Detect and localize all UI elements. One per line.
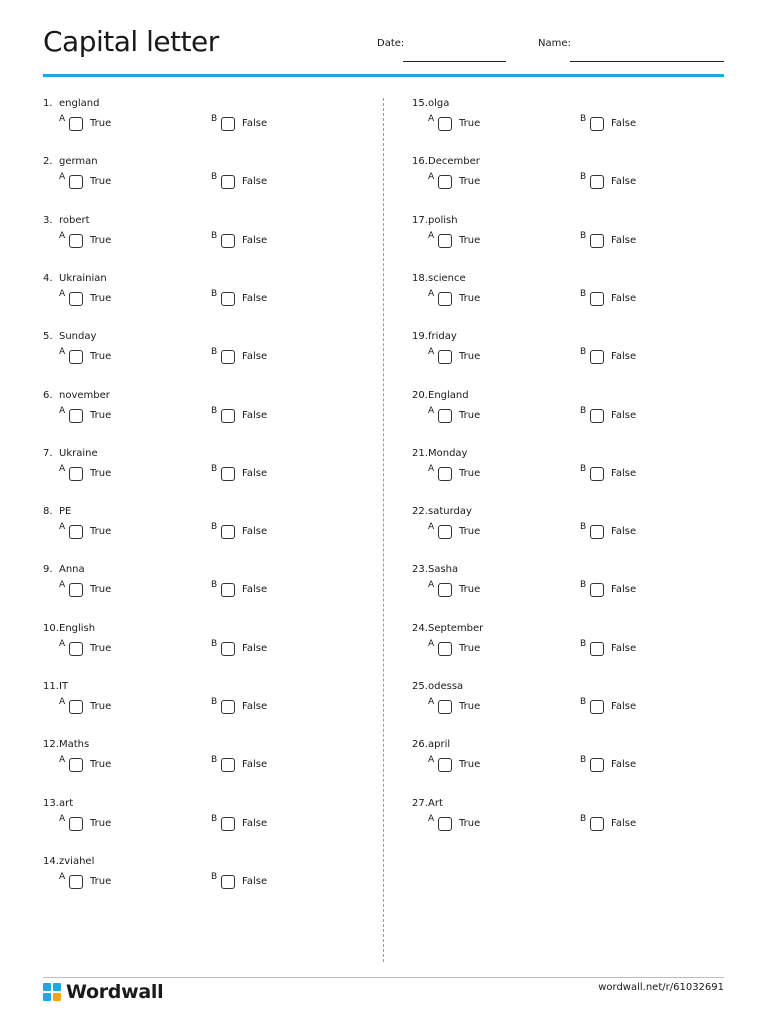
question-number: 17. [412, 214, 428, 226]
option-label: True [459, 409, 481, 421]
checkbox[interactable] [69, 409, 83, 423]
question-text: English [59, 622, 96, 634]
question-number: 15. [412, 98, 428, 109]
option-letter: B [211, 405, 218, 416]
checkbox[interactable] [438, 642, 452, 656]
question-text: odessa [428, 681, 464, 692]
option-letter: A [428, 813, 435, 824]
question-item [43, 739, 373, 789]
option-letter: B [580, 405, 587, 416]
question-text: England [428, 389, 469, 401]
question-text: england [59, 98, 100, 109]
option-letter: A [59, 347, 66, 358]
question-number: 19. [412, 331, 428, 343]
option-letter: A [59, 172, 66, 183]
checkbox[interactable] [221, 700, 235, 714]
option-label: False [242, 351, 268, 363]
option-letter: B [211, 813, 218, 824]
option-label: False [242, 701, 268, 712]
checkbox[interactable] [69, 234, 83, 248]
logo-square-2 [53, 983, 61, 991]
checkbox[interactable] [69, 642, 83, 656]
option-label: False [242, 759, 268, 771]
option-letter: B [580, 755, 587, 766]
logo-text: Wordwall [66, 981, 164, 1003]
option-label: True [459, 467, 481, 479]
question-number: 16. [412, 156, 428, 168]
question-text: IT [59, 681, 69, 692]
option-label: False [611, 351, 637, 363]
question-number: 9. [43, 564, 53, 576]
option-letter: B [211, 114, 218, 124]
option-letter: B [211, 522, 218, 533]
question-text: saturday [428, 506, 472, 518]
question-text: art [59, 797, 74, 809]
option-letter: A [59, 230, 66, 241]
option-label: True [90, 526, 112, 538]
question-item [43, 798, 373, 848]
question-item [412, 564, 742, 614]
option-label: True [459, 351, 481, 363]
question-item [43, 681, 373, 731]
checkbox[interactable] [590, 409, 604, 423]
option-letter: A [59, 755, 66, 766]
question-item [43, 564, 373, 614]
question-text: Art [428, 797, 443, 809]
logo-square-3 [43, 993, 51, 1001]
question-text: german [59, 156, 98, 168]
option-letter: A [428, 755, 435, 766]
logo-square-4 [53, 993, 61, 1001]
checkbox[interactable] [221, 409, 235, 423]
checkbox[interactable] [438, 758, 452, 772]
question-number: 8. [43, 506, 53, 518]
question-item [43, 273, 373, 323]
option-letter: A [59, 697, 66, 707]
option-letter: B [580, 580, 587, 591]
option-letter: B [580, 638, 587, 649]
option-label: True [459, 759, 481, 771]
question-number: 2. [43, 156, 53, 168]
option-label: False [242, 526, 268, 538]
question-number: 5. [43, 331, 53, 343]
checkbox[interactable] [221, 817, 235, 831]
option-label: False [611, 584, 637, 596]
option-letter: B [211, 871, 218, 882]
option-letter: A [428, 230, 435, 241]
option-label: True [90, 351, 112, 363]
footer-url[interactable]: wordwall.net/r/61032691 [598, 982, 724, 993]
option-label: True [459, 584, 481, 596]
question-number: 20. [412, 389, 428, 401]
option-label: False [611, 817, 637, 829]
option-letter: B [580, 172, 587, 183]
question-text: polish [428, 214, 458, 226]
question-item [412, 156, 742, 206]
checkbox[interactable] [438, 700, 452, 714]
question-text: Anna [59, 564, 85, 576]
option-letter: B [211, 172, 218, 183]
question-number: 13. [43, 797, 59, 809]
question-text: December [428, 156, 480, 168]
option-letter: A [59, 114, 66, 124]
option-letter: A [428, 172, 435, 183]
question-item [412, 448, 742, 498]
option-letter: B [580, 347, 587, 358]
question-item [43, 215, 373, 265]
option-label: False [242, 875, 268, 887]
checkbox[interactable] [590, 642, 604, 656]
option-letter: A [428, 347, 435, 358]
checkbox[interactable] [590, 758, 604, 772]
question-number: 22. [412, 506, 428, 518]
question-item [43, 856, 373, 906]
option-label: False [611, 759, 637, 771]
checkbox[interactable] [438, 467, 452, 481]
option-label: False [242, 642, 268, 654]
option-letter: B [580, 813, 587, 824]
question-number: 11. [43, 681, 59, 692]
question-item [412, 739, 742, 789]
option-letter: B [211, 288, 218, 299]
option-label: True [459, 292, 481, 304]
option-label: False [242, 584, 268, 596]
option-letter: B [580, 463, 587, 474]
option-letter: B [580, 114, 587, 124]
option-letter: B [211, 580, 218, 591]
option-letter: A [59, 871, 66, 882]
date-field[interactable] [403, 61, 506, 62]
option-letter: A [428, 522, 435, 533]
checkbox[interactable] [590, 175, 604, 189]
question-number: 23. [412, 564, 428, 576]
question-text: Sunday [59, 331, 97, 343]
question-item [412, 215, 742, 265]
option-label: False [611, 409, 637, 421]
checkbox[interactable] [590, 525, 604, 539]
question-item [43, 390, 373, 440]
option-letter: B [211, 230, 218, 241]
checkbox[interactable] [438, 583, 452, 597]
option-label: True [90, 292, 112, 304]
option-letter: A [428, 463, 435, 474]
question-text: Ukraine [59, 447, 98, 459]
checkbox[interactable] [438, 234, 452, 248]
option-letter: A [428, 288, 435, 299]
question-text: april [428, 739, 451, 751]
question-text: Maths [59, 739, 90, 751]
checkbox[interactable] [69, 700, 83, 714]
name-label: Name: [538, 38, 571, 49]
option-letter: A [59, 405, 66, 416]
option-letter: A [59, 638, 66, 649]
question-text: Ukrainian [59, 272, 107, 284]
option-letter: A [428, 638, 435, 649]
question-text: PE [59, 506, 72, 518]
question-item [412, 506, 742, 556]
checkbox[interactable] [221, 583, 235, 597]
checkbox[interactable] [590, 583, 604, 597]
checkbox[interactable] [590, 234, 604, 248]
question-text: September [428, 622, 484, 634]
checkbox[interactable] [590, 292, 604, 306]
question-item [43, 156, 373, 206]
checkbox[interactable] [221, 875, 235, 889]
option-letter: B [211, 755, 218, 766]
question-number: 1. [43, 98, 53, 109]
option-label: True [90, 875, 112, 887]
question-number: 25. [412, 681, 428, 692]
option-label: True [90, 817, 112, 829]
option-label: True [459, 817, 481, 829]
checkbox[interactable] [438, 409, 452, 423]
option-label: True [459, 176, 481, 188]
question-item [412, 681, 742, 731]
question-number: 7. [43, 447, 53, 459]
checkbox[interactable] [438, 292, 452, 306]
option-label: False [242, 409, 268, 421]
option-letter: A [428, 114, 435, 124]
wordwall-logo-icon [43, 983, 61, 1001]
option-label: True [90, 642, 112, 654]
option-label: False [611, 467, 637, 479]
checkbox[interactable] [69, 292, 83, 306]
checkbox[interactable] [69, 525, 83, 539]
checkbox[interactable] [69, 467, 83, 481]
question-text: november [59, 389, 110, 401]
question-item [412, 98, 742, 148]
option-label: True [459, 118, 481, 129]
question-item [412, 273, 742, 323]
checkbox[interactable] [69, 758, 83, 772]
option-label: True [90, 234, 112, 246]
question-item [43, 98, 373, 148]
page-title: Capital letter [43, 25, 219, 58]
checkbox[interactable] [221, 175, 235, 189]
checkbox[interactable] [221, 525, 235, 539]
checkbox[interactable] [438, 817, 452, 831]
question-item [412, 331, 742, 381]
option-letter: B [211, 697, 218, 707]
checkbox[interactable] [221, 350, 235, 364]
option-label: False [611, 118, 637, 129]
question-number: 24. [412, 622, 428, 634]
option-label: False [611, 526, 637, 538]
option-label: True [90, 118, 112, 129]
question-item [412, 623, 742, 673]
checkbox[interactable] [221, 292, 235, 306]
footer-rule [43, 977, 724, 978]
question-number: 27. [412, 797, 428, 809]
wordwall-logo [43, 982, 163, 1002]
question-number: 21. [412, 447, 428, 459]
question-text: Monday [428, 447, 468, 459]
question-number: 10. [43, 622, 59, 634]
option-letter: B [580, 522, 587, 533]
option-letter: A [59, 288, 66, 299]
checkbox[interactable] [221, 234, 235, 248]
option-label: False [611, 292, 637, 304]
checkbox[interactable] [221, 117, 235, 131]
checkbox[interactable] [438, 350, 452, 364]
option-label: True [90, 759, 112, 771]
checkbox[interactable] [590, 700, 604, 714]
option-label: True [459, 701, 481, 712]
option-letter: A [59, 522, 66, 533]
checkbox[interactable] [69, 117, 83, 131]
option-label: True [90, 701, 112, 712]
question-number: 6. [43, 389, 53, 401]
logo-square-1 [43, 983, 51, 991]
option-label: True [90, 409, 112, 421]
checkbox[interactable] [438, 525, 452, 539]
question-item [43, 623, 373, 673]
question-item [43, 448, 373, 498]
question-number: 26. [412, 739, 428, 751]
option-label: False [242, 467, 268, 479]
question-text: olga [428, 98, 450, 109]
question-item [43, 331, 373, 381]
checkbox[interactable] [438, 175, 452, 189]
name-field[interactable] [570, 61, 724, 62]
question-number: 18. [412, 272, 428, 284]
option-letter: A [59, 463, 66, 474]
option-letter: A [59, 813, 66, 824]
option-letter: A [428, 405, 435, 416]
option-label: True [459, 234, 481, 246]
question-number: 12. [43, 739, 59, 751]
question-item [412, 390, 742, 440]
header-rule [43, 74, 724, 77]
option-label: True [90, 584, 112, 596]
question-text: robert [59, 214, 90, 226]
option-letter: A [428, 580, 435, 591]
option-letter: A [59, 580, 66, 591]
question-text: friday [428, 331, 457, 343]
checkbox[interactable] [221, 642, 235, 656]
option-label: True [459, 642, 481, 654]
checkbox[interactable] [590, 467, 604, 481]
question-number: 3. [43, 214, 53, 226]
option-label: False [242, 292, 268, 304]
option-letter: B [580, 230, 587, 241]
question-text: Sasha [428, 564, 459, 576]
checkbox[interactable] [69, 875, 83, 889]
question-number: 4. [43, 272, 53, 284]
question-item [412, 798, 742, 848]
checkbox[interactable] [221, 467, 235, 481]
column-divider [383, 98, 384, 962]
question-text: science [428, 272, 466, 284]
checkbox[interactable] [69, 175, 83, 189]
option-letter: B [580, 288, 587, 299]
option-label: False [242, 176, 268, 188]
question-item [43, 506, 373, 556]
date-label: Date: [377, 38, 405, 49]
option-label: False [611, 234, 637, 246]
checkbox[interactable] [590, 350, 604, 364]
option-label: False [611, 176, 637, 188]
option-letter: B [211, 463, 218, 474]
question-text: zviahel [59, 855, 95, 867]
option-letter: A [428, 697, 435, 707]
checkbox[interactable] [590, 817, 604, 831]
checkbox[interactable] [221, 758, 235, 772]
question-number: 14. [43, 855, 59, 867]
option-letter: B [580, 697, 587, 707]
option-letter: B [211, 638, 218, 649]
checkbox[interactable] [69, 817, 83, 831]
option-letter: B [211, 347, 218, 358]
option-label: True [90, 176, 112, 188]
option-label: True [90, 467, 112, 479]
option-label: False [242, 234, 268, 246]
option-label: False [242, 817, 268, 829]
option-label: True [459, 526, 481, 538]
checkbox[interactable] [69, 350, 83, 364]
checkbox[interactable] [590, 117, 604, 131]
option-label: False [611, 701, 637, 712]
checkbox[interactable] [69, 583, 83, 597]
option-label: False [611, 642, 637, 654]
checkbox[interactable] [438, 117, 452, 131]
option-label: False [242, 118, 268, 129]
